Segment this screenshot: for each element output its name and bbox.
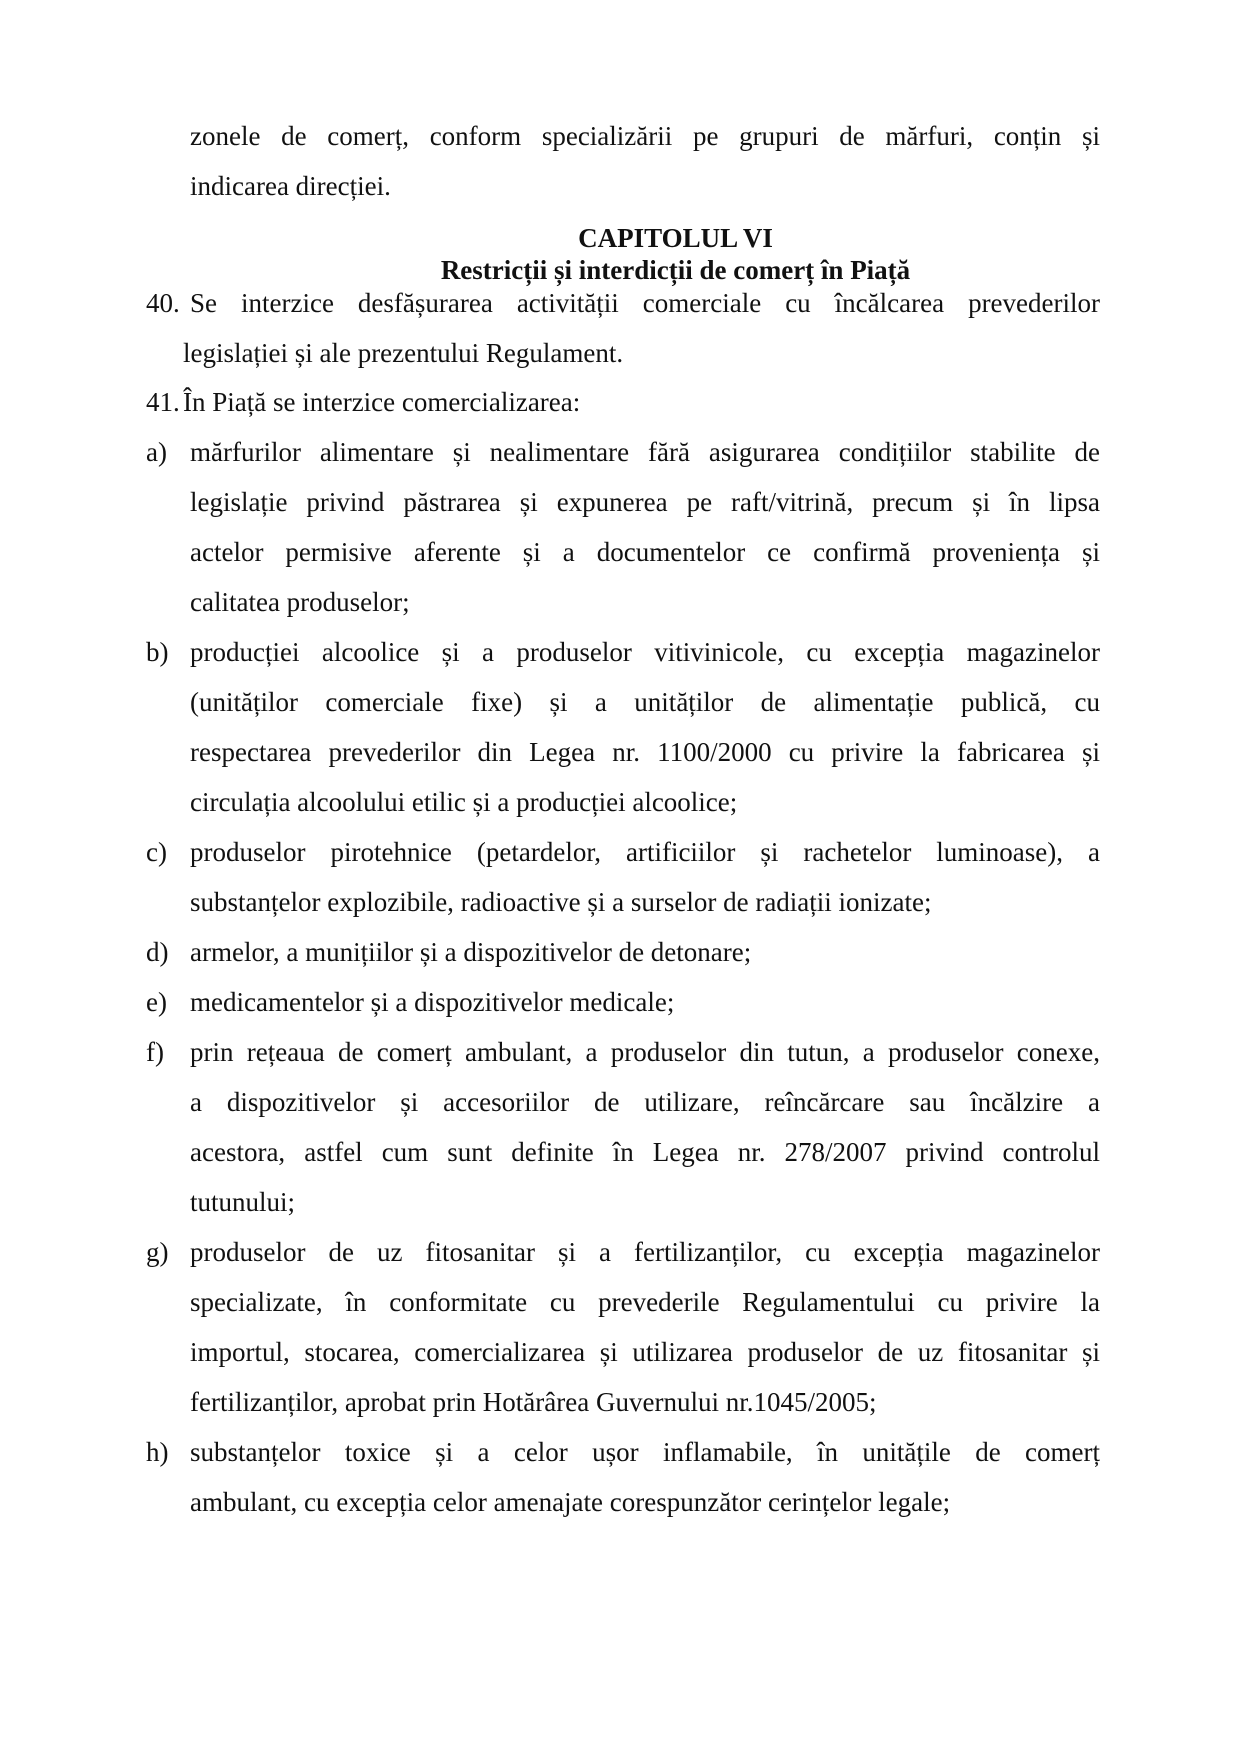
item-g-line-3: importul, stocarea, comercializarea și utilizarea produselor de uz fitosanitar și [190,1337,1100,1367]
item-e-label: e) [146,987,167,1017]
item-b-line-3: respectarea prevederilor din Legea nr. 1100/2000 cu privire la fabricarea și [190,737,1100,767]
item-g-line-4: fertilizanților, aprobat prin Hotărârea Guvernului nr.1045/2005; [190,1387,877,1417]
chapter-subtitle: Restricții și interdicții de comerț în Piață [440,255,911,285]
item-h-label: h) [146,1437,169,1467]
item-f-label: f) [146,1037,164,1067]
item-b-line-4: circulația alcoolului etilic și a producției alcoolice; [190,787,738,817]
item-a-line-3: actelor permisive aferente și a documentelor ce confirmă proveniența și [190,537,1100,567]
item-d-label: d) [146,937,169,967]
item-d-line-1: armelor, a munițiilor și a dispozitivelor de detonare; [190,937,752,967]
item-e-line-1: medicamentelor și a dispozitivelor medicale; [190,987,675,1017]
point-41-number: 41. [146,387,180,417]
item-g-line-1: produselor de uz fitosanitar și a fertilizanților, cu excepția magazinelor [190,1237,1100,1267]
item-h-line-2: ambulant, cu excepția celor amenajate corespunzător cerințelor legale; [190,1487,951,1517]
item-c-line-2: substanțelor explozibile, radioactive și a surselor de radiații ionizate; [190,887,932,917]
point-40-line-1: Se interzice desfășurarea activității comerciale cu încălcarea prevederilor [190,288,1100,318]
item-g-line-2: specializate, în conformitate cu prevederile Regulamentului cu privire la [190,1287,1100,1317]
item-f-line-2: a dispozitivelor și accesoriilor de utilizare, reîncărcare sau încălzire a [190,1087,1100,1117]
item-g-label: g) [146,1237,169,1267]
item-b-line-2: (unităților comerciale fixe) și a unităților de alimentație publică, cu [190,687,1100,717]
item-a-line-1: mărfurilor alimentare și nealimentare fără asigurarea condițiilor stabilite de [190,437,1100,467]
item-a-line-4: calitatea produselor; [190,587,410,617]
point-40-number: 40. [146,288,180,318]
item-f-line-3: acestora, astfel cum sunt definite în Legea nr. 278/2007 privind controlul [190,1137,1100,1167]
item-b-label: b) [146,637,169,667]
point-40-line-2: legislației și ale prezentului Regulament. [183,338,624,368]
item-c-label: c) [146,837,167,867]
intro-line-2: indicarea direcției. [190,171,391,201]
item-f-line-1: prin rețeaua de comerț ambulant, a produselor din tutun, a produselor conexe, [190,1037,1100,1067]
item-b-line-1: producției alcoolice și a produselor vitivinicole, cu excepția magazinelor [190,637,1100,667]
item-f-line-4: tutunului; [190,1187,296,1217]
item-a-line-2: legislație privind păstrarea și expunerea pe raft/vitrină, precum și în lipsa [190,487,1100,517]
chapter-title: CAPITOLUL VI [578,223,773,253]
item-c-line-1: produselor pirotehnice (petardelor, artificiilor și rachetelor luminoase), a [190,837,1100,867]
item-h-line-1: substanțelor toxice și a celor ușor inflamabile, în unitățile de comerț [190,1437,1100,1467]
intro-line-1: zonele de comerț, conform specializării pe grupuri de mărfuri, conțin și [190,121,1100,151]
point-41-lead: În Piață se interzice comercializarea: [183,387,581,417]
item-a-label: a) [146,437,167,467]
